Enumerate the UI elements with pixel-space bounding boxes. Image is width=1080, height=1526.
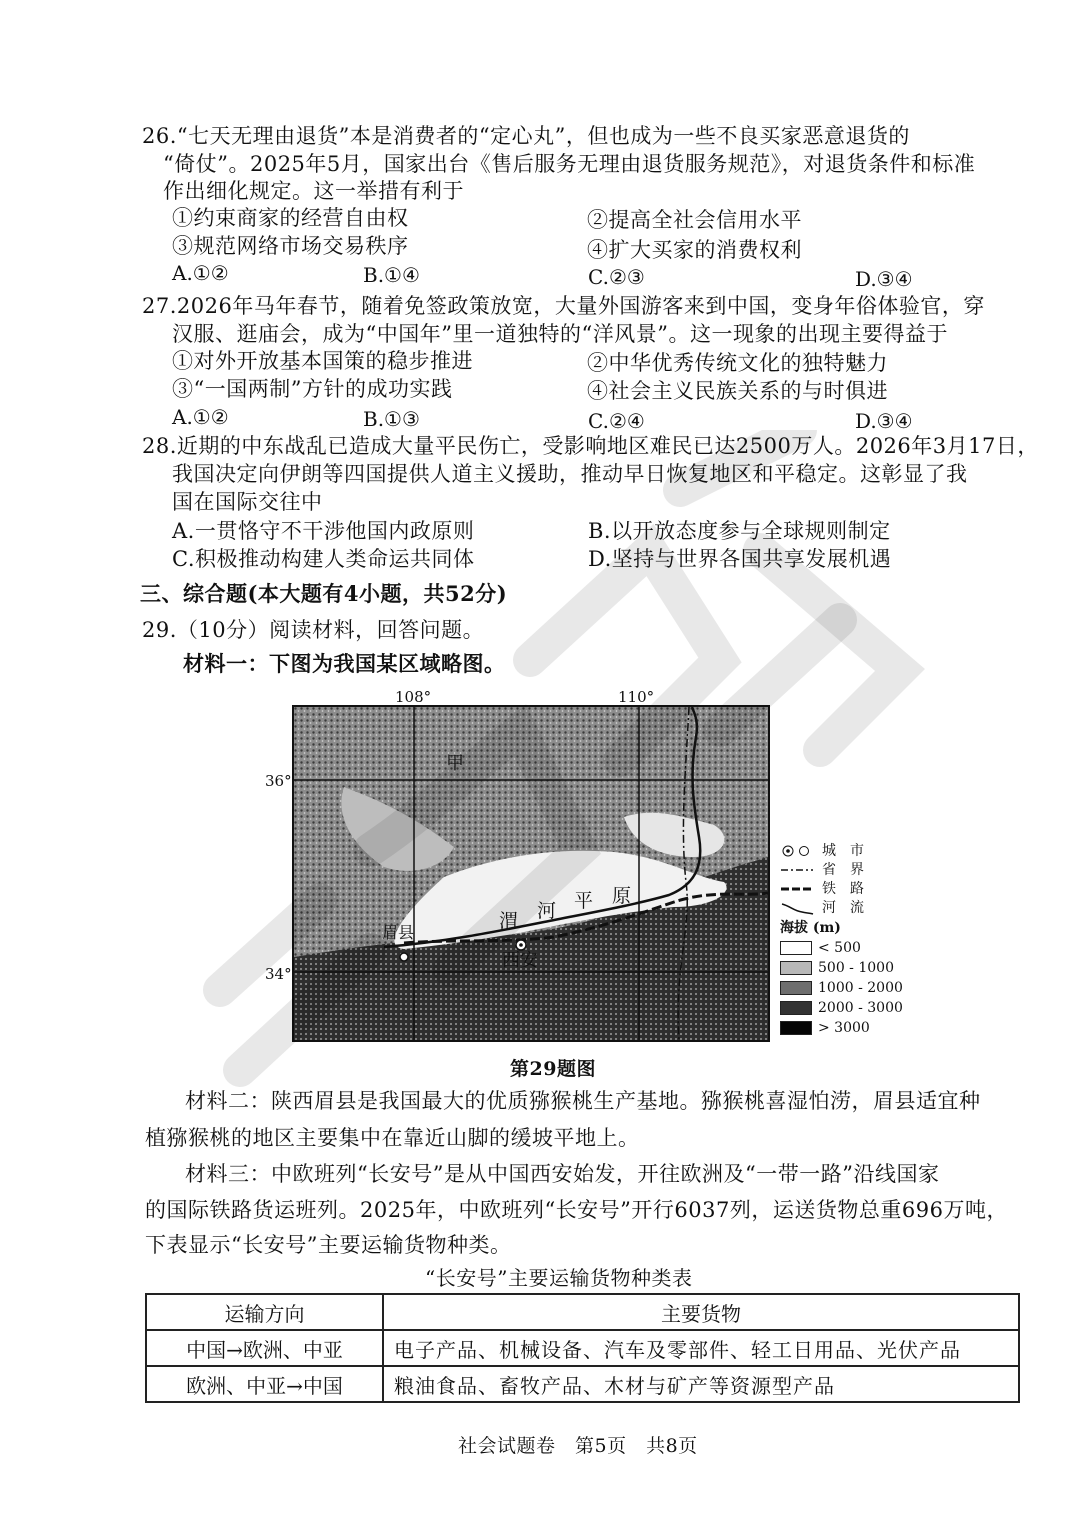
- q27-item-2: ②中华优秀传统文化的独特魅力: [587, 351, 888, 375]
- legend-elevation-2: [780, 959, 894, 977]
- q26-item-1: ①约束商家的经营自由权: [172, 206, 409, 230]
- q28-choice-a: A.一贯恪守不干涉他国内政原则: [172, 519, 475, 543]
- table-cell-direction: 欧洲、中亚→中国: [146, 1366, 383, 1402]
- map-label-he: 河: [537, 900, 557, 922]
- material-three-line-1: 材料三：中欧班列“长安号”是从中国西安始发，开往欧洲及“一带一路”沿线国家: [185, 1162, 940, 1186]
- railway-icon: [780, 882, 814, 896]
- longitude-label-110: 110°: [618, 688, 655, 706]
- map-label-meixian: 眉县: [382, 923, 415, 942]
- q26-choice-c: C.②③: [588, 265, 645, 289]
- longitude-label-108: 108°: [395, 688, 432, 706]
- map-label-yuan: 原: [612, 885, 632, 907]
- q27-item-1: ①对外开放基本国策的稳步推进: [172, 349, 473, 373]
- material-three-line-3: 下表显示“长安号”主要运输货物种类。: [145, 1233, 512, 1257]
- q27-stem-line-1: 27.2026年马年春节，随着免签政策放宽，大量外国游客来到中国，变身年俗体验官，穿: [142, 294, 985, 318]
- legend-city-label: 城 市: [822, 843, 864, 859]
- page-footer: 社会试题卷 第5页 共8页: [458, 1435, 698, 1457]
- material-one-label: 材料一：下图为我国某区域略图。: [183, 651, 506, 676]
- q27-item-3: ③“一国两制”方针的成功实践: [172, 377, 453, 401]
- goods-table: [145, 1293, 1020, 1403]
- elevation-label: > 3000: [818, 1020, 870, 1036]
- table-cell-direction: 中国→欧洲、中亚: [146, 1330, 383, 1366]
- q26-choice-a: A.①②: [172, 261, 229, 285]
- elevation-label: < 500: [818, 940, 861, 956]
- table-header: 运输方向: [146, 1294, 383, 1330]
- q26-item-3: ③规范网络市场交易秩序: [172, 234, 409, 258]
- q28-choice-c: C.积极推动构建人类命运共同体: [172, 547, 475, 571]
- legend-elevation-4: [780, 999, 903, 1017]
- province-boundary-icon: [780, 863, 814, 877]
- map-label-jia: 甲: [446, 753, 464, 774]
- table-cell-goods: 电子产品、机械设备、汽车及零部件、轻工日用品、光伏产品: [383, 1330, 1019, 1366]
- legend-railway-label: 铁 路: [822, 881, 864, 897]
- table-title: “长安号”主要运输货物种类表: [425, 1266, 693, 1290]
- xian-city-icon-dot: [519, 943, 523, 947]
- q28-stem-line-1: 28.近期的中东战乱已造成大量平民伤亡，受影响地区难民已达2500万人。2026年3月17日，: [142, 434, 1039, 458]
- elevation-swatch: [780, 981, 812, 995]
- elevation-label: 1000 - 2000: [818, 980, 903, 996]
- q27-choice-d: D.③④: [855, 409, 913, 433]
- table-cell-goods: 粮油食品、畜牧产品、木材与矿产等资源型产品: [383, 1366, 1019, 1402]
- q27-choice-b: B.①③: [363, 407, 420, 431]
- legend-elevation-5: [780, 1019, 870, 1037]
- q28-stem-line-2: 我国决定向伊朗等四国提供人道主义援助，推动早日恢复地区和平稳定。这彰显了我: [172, 462, 968, 486]
- material-two-line-1: 材料二：陕西眉县是我国最大的优质猕猴桃生产基地。猕猴桃喜湿怕涝，眉县适宜种: [185, 1089, 981, 1113]
- map-terrain: [294, 707, 768, 1040]
- legend-river-label: 河 流: [822, 900, 864, 916]
- elevation-swatch: [780, 1021, 812, 1035]
- q26-stem-line-2: “倚仗”。2025年5月，国家出台《售后服务无理由退货服务规范》，对退货条件和标准: [163, 152, 976, 176]
- legend-river: [780, 899, 864, 917]
- q27-choice-c: C.②④: [588, 409, 645, 433]
- material-two-line-2: 植猕猴桃的地区主要集中在靠近山脚的缓坡平地上。: [145, 1126, 640, 1150]
- meixian-city-icon: [400, 953, 408, 961]
- table-row: [146, 1366, 1019, 1402]
- legend-province: [780, 861, 864, 879]
- map-caption: 第29题图: [510, 1058, 596, 1080]
- q28-choice-d: D.坚持与世界各国共享发展机遇: [588, 547, 892, 571]
- q26-item-4: ④扩大买家的消费权利: [587, 238, 802, 262]
- map-label-xian: 西安: [502, 950, 538, 971]
- material-three-line-2: 的国际铁路货运班列。2025年，中欧班列“长安号”开行6037列，运送货物总重696万吨，: [145, 1198, 1008, 1222]
- map-label-wei: 渭: [499, 910, 519, 932]
- q26-choice-b: B.①④: [363, 263, 420, 287]
- q26-choice-d: D.③④: [855, 267, 913, 291]
- q27-stem-line-2: 汉服、逛庙会，成为“中国年”里一道独特的“洋风景”。这一现象的出现主要得益于: [172, 322, 948, 346]
- q29-intro: 29.（10分）阅读材料，回答问题。: [142, 618, 485, 642]
- map-label-ping: 平: [574, 890, 594, 912]
- city-icon: [780, 844, 814, 858]
- q26-item-2: ②提高全社会信用水平: [587, 208, 802, 232]
- q27-item-4: ④社会主义民族关系的与时俱进: [587, 379, 888, 403]
- elevation-swatch: [780, 1001, 812, 1015]
- elevation-label: 2000 - 3000: [818, 1000, 903, 1016]
- q28-choice-b: B.以开放态度参与全球规则制定: [588, 519, 891, 543]
- legend-elevation-title: 海拔 (m): [780, 920, 841, 936]
- legend-railway: [780, 880, 864, 898]
- legend-province-label: 省 界: [822, 862, 864, 878]
- table-header-row: [146, 1294, 1019, 1330]
- elevation-swatch: [780, 941, 812, 955]
- q26-stem-line-3: 作出细化规定。这一举措有利于: [163, 179, 464, 203]
- elevation-swatch: [780, 961, 812, 975]
- elevation-label: 500 - 1000: [818, 960, 894, 976]
- legend-elevation-1: [780, 939, 861, 957]
- table-header: 主要货物: [383, 1294, 1019, 1330]
- regional-map: [292, 705, 770, 1042]
- q28-stem-line-3: 国在国际交往中: [172, 490, 323, 514]
- q27-choice-a: A.①②: [172, 405, 229, 429]
- legend-elevation-3: [780, 979, 903, 997]
- legend-city: [780, 842, 864, 860]
- table-row: [146, 1330, 1019, 1366]
- river-icon: [780, 901, 814, 915]
- latitude-label-34: 34°: [265, 965, 292, 983]
- section-heading: 三、综合题(本大题有4小题，共52分): [140, 581, 508, 606]
- latitude-label-36: 36°: [265, 772, 292, 790]
- q26-stem-line-1: 26.“七天无理由退货”本是消费者的“定心丸”，但也成为一些不良买家恶意退货的: [142, 124, 910, 148]
